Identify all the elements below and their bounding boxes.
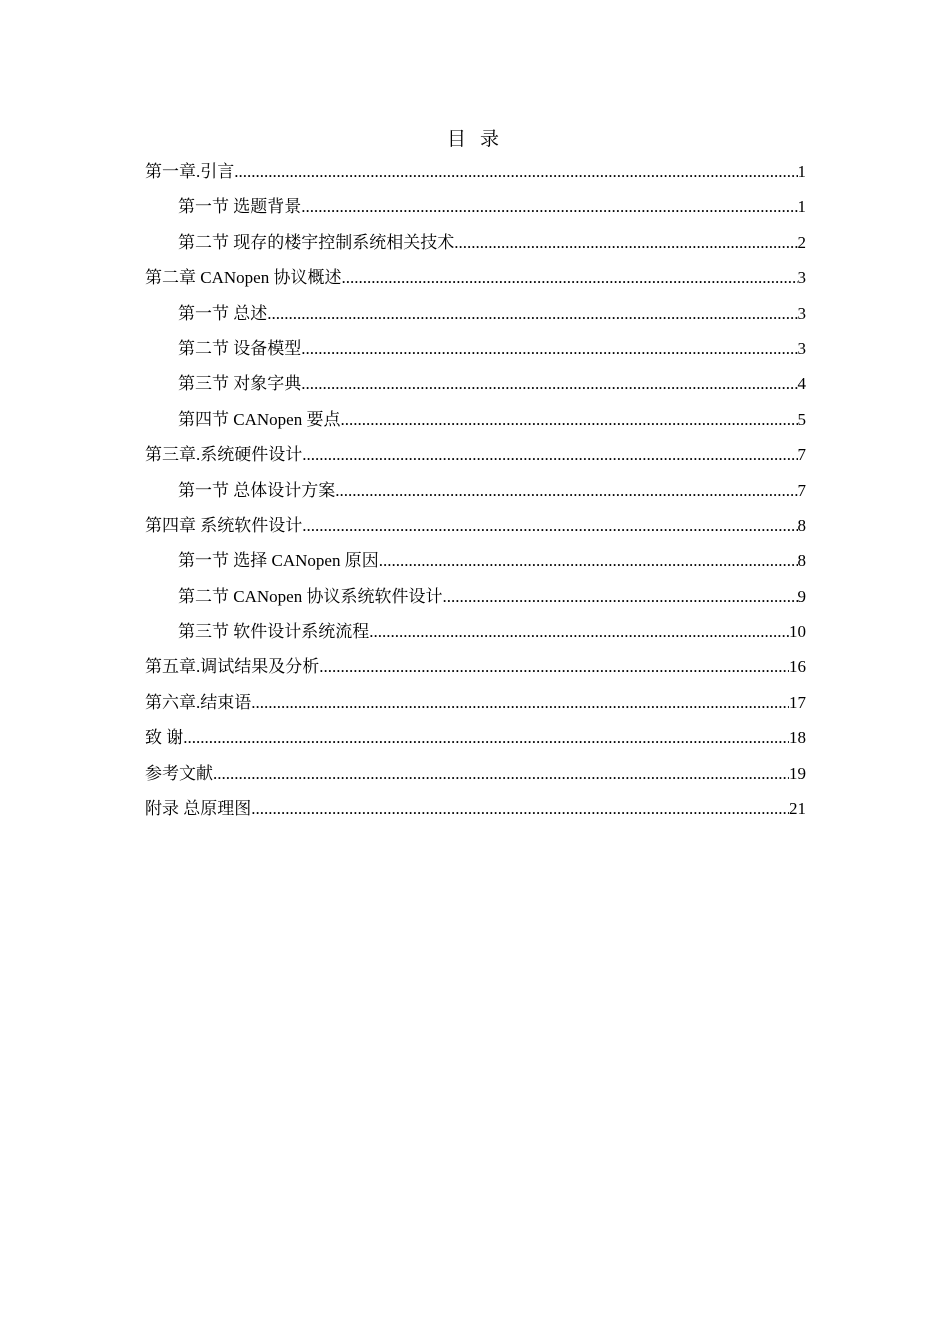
toc-entry[interactable] bbox=[145, 366, 806, 401]
toc-entry-title: 第三章.系统硬件设计 bbox=[145, 445, 303, 465]
toc-dot-leader bbox=[301, 366, 797, 401]
toc-dot-leader bbox=[301, 189, 797, 224]
toc-entry-title: 第二节 设备模型 bbox=[178, 338, 302, 358]
toc-entry[interactable] bbox=[145, 296, 806, 331]
toc-entry-page-number: 1 bbox=[797, 162, 806, 181]
toc-entry-title: 第一章.引言 bbox=[145, 162, 235, 181]
toc-entry-title: 第三节 软件设计系统流程 bbox=[178, 622, 370, 642]
toc-dot-leader bbox=[319, 649, 789, 684]
toc-entry[interactable] bbox=[145, 543, 806, 578]
toc-entry[interactable] bbox=[145, 402, 806, 437]
toc-entry-title: 第三节 对象字典 bbox=[178, 374, 302, 394]
toc-entry-page-number: 1 bbox=[797, 197, 806, 217]
toc-dot-leader bbox=[267, 296, 797, 331]
toc-entry-page-number: 21 bbox=[789, 799, 806, 819]
toc-dot-leader bbox=[379, 543, 798, 578]
toc-entry[interactable] bbox=[145, 473, 806, 508]
toc-entry-page-number: 19 bbox=[789, 763, 806, 783]
table-of-contents bbox=[145, 154, 806, 826]
toc-entry[interactable] bbox=[145, 508, 806, 543]
toc-entry-title: 第一节 总述 bbox=[178, 303, 268, 323]
toc-entry-page-number: 4 bbox=[797, 374, 806, 394]
toc-dot-leader bbox=[213, 756, 789, 791]
toc-dot-leader bbox=[335, 473, 797, 508]
toc-entry[interactable] bbox=[145, 791, 806, 826]
toc-entry-page-number: 7 bbox=[797, 480, 806, 500]
toc-entry[interactable] bbox=[145, 579, 806, 614]
toc-dot-leader bbox=[302, 437, 797, 472]
toc-entry-title: 第二节 现存的楼宇控制系统相关技术 bbox=[178, 232, 455, 252]
toc-entry[interactable] bbox=[145, 756, 806, 791]
toc-entry[interactable] bbox=[145, 154, 806, 189]
toc-entry[interactable] bbox=[145, 614, 806, 649]
toc-dot-leader bbox=[301, 331, 797, 366]
toc-entry[interactable] bbox=[145, 685, 806, 720]
toc-entry-title: 第五章.调试结果及分析 bbox=[145, 657, 320, 677]
toc-dot-leader bbox=[234, 154, 797, 189]
toc-entry[interactable] bbox=[145, 437, 806, 472]
toc-entry-page-number: 3 bbox=[797, 338, 806, 358]
toc-dot-leader bbox=[369, 614, 789, 649]
toc-entry-page-number: 9 bbox=[797, 586, 806, 606]
toc-dot-leader bbox=[340, 402, 797, 437]
toc-dot-leader bbox=[302, 508, 797, 543]
toc-entry-title: 第六章.结束语 bbox=[145, 692, 252, 712]
toc-entry[interactable] bbox=[145, 720, 806, 755]
toc-entry-title: 第一节 选题背景 bbox=[178, 197, 302, 217]
toc-entry-title: 附录 总原理图 bbox=[145, 799, 252, 819]
toc-dot-leader bbox=[341, 260, 797, 295]
toc-entry-title: 第四节 CANopen 要点 bbox=[178, 409, 341, 429]
toc-entry-title: 致 谢 bbox=[145, 728, 184, 748]
toc-entry[interactable] bbox=[145, 260, 806, 295]
toc-entry-title: 第四章 系统软件设计 bbox=[145, 515, 303, 535]
toc-dot-leader bbox=[183, 720, 789, 755]
toc-entry-page-number: 17 bbox=[789, 692, 806, 712]
toc-entry-title: 第一节 选择 CANopen 原因 bbox=[178, 551, 379, 571]
toc-entry-page-number: 18 bbox=[789, 728, 806, 748]
toc-entry-title: 第二节 CANopen 协议系统软件设计 bbox=[178, 586, 443, 606]
toc-entry-page-number: 8 bbox=[797, 515, 806, 535]
toc-entry-page-number: 3 bbox=[797, 303, 806, 323]
toc-entry-page-number: 5 bbox=[797, 409, 806, 429]
toc-entry-page-number: 8 bbox=[797, 551, 806, 571]
toc-entry-page-number: 2 bbox=[797, 232, 806, 252]
toc-entry-page-number: 10 bbox=[789, 622, 806, 642]
toc-entry-title: 第二章 CANopen 协议概述 bbox=[145, 268, 342, 288]
toc-entry-page-number: 3 bbox=[797, 268, 806, 288]
toc-dot-leader bbox=[454, 225, 797, 260]
toc-entry-page-number: 16 bbox=[789, 657, 806, 677]
toc-title: 目 录 bbox=[446, 128, 504, 150]
toc-entry-page-number: 7 bbox=[797, 445, 806, 465]
toc-entry-title: 第一节 总体设计方案 bbox=[178, 480, 336, 500]
toc-entry[interactable] bbox=[145, 225, 806, 260]
toc-dot-leader bbox=[251, 685, 789, 720]
toc-entry[interactable] bbox=[145, 189, 806, 224]
toc-entry[interactable] bbox=[145, 331, 806, 366]
toc-entry-title: 参考文献 bbox=[145, 763, 213, 783]
toc-dot-leader bbox=[442, 579, 797, 614]
toc-dot-leader bbox=[251, 791, 789, 826]
toc-entry[interactable] bbox=[145, 649, 806, 684]
